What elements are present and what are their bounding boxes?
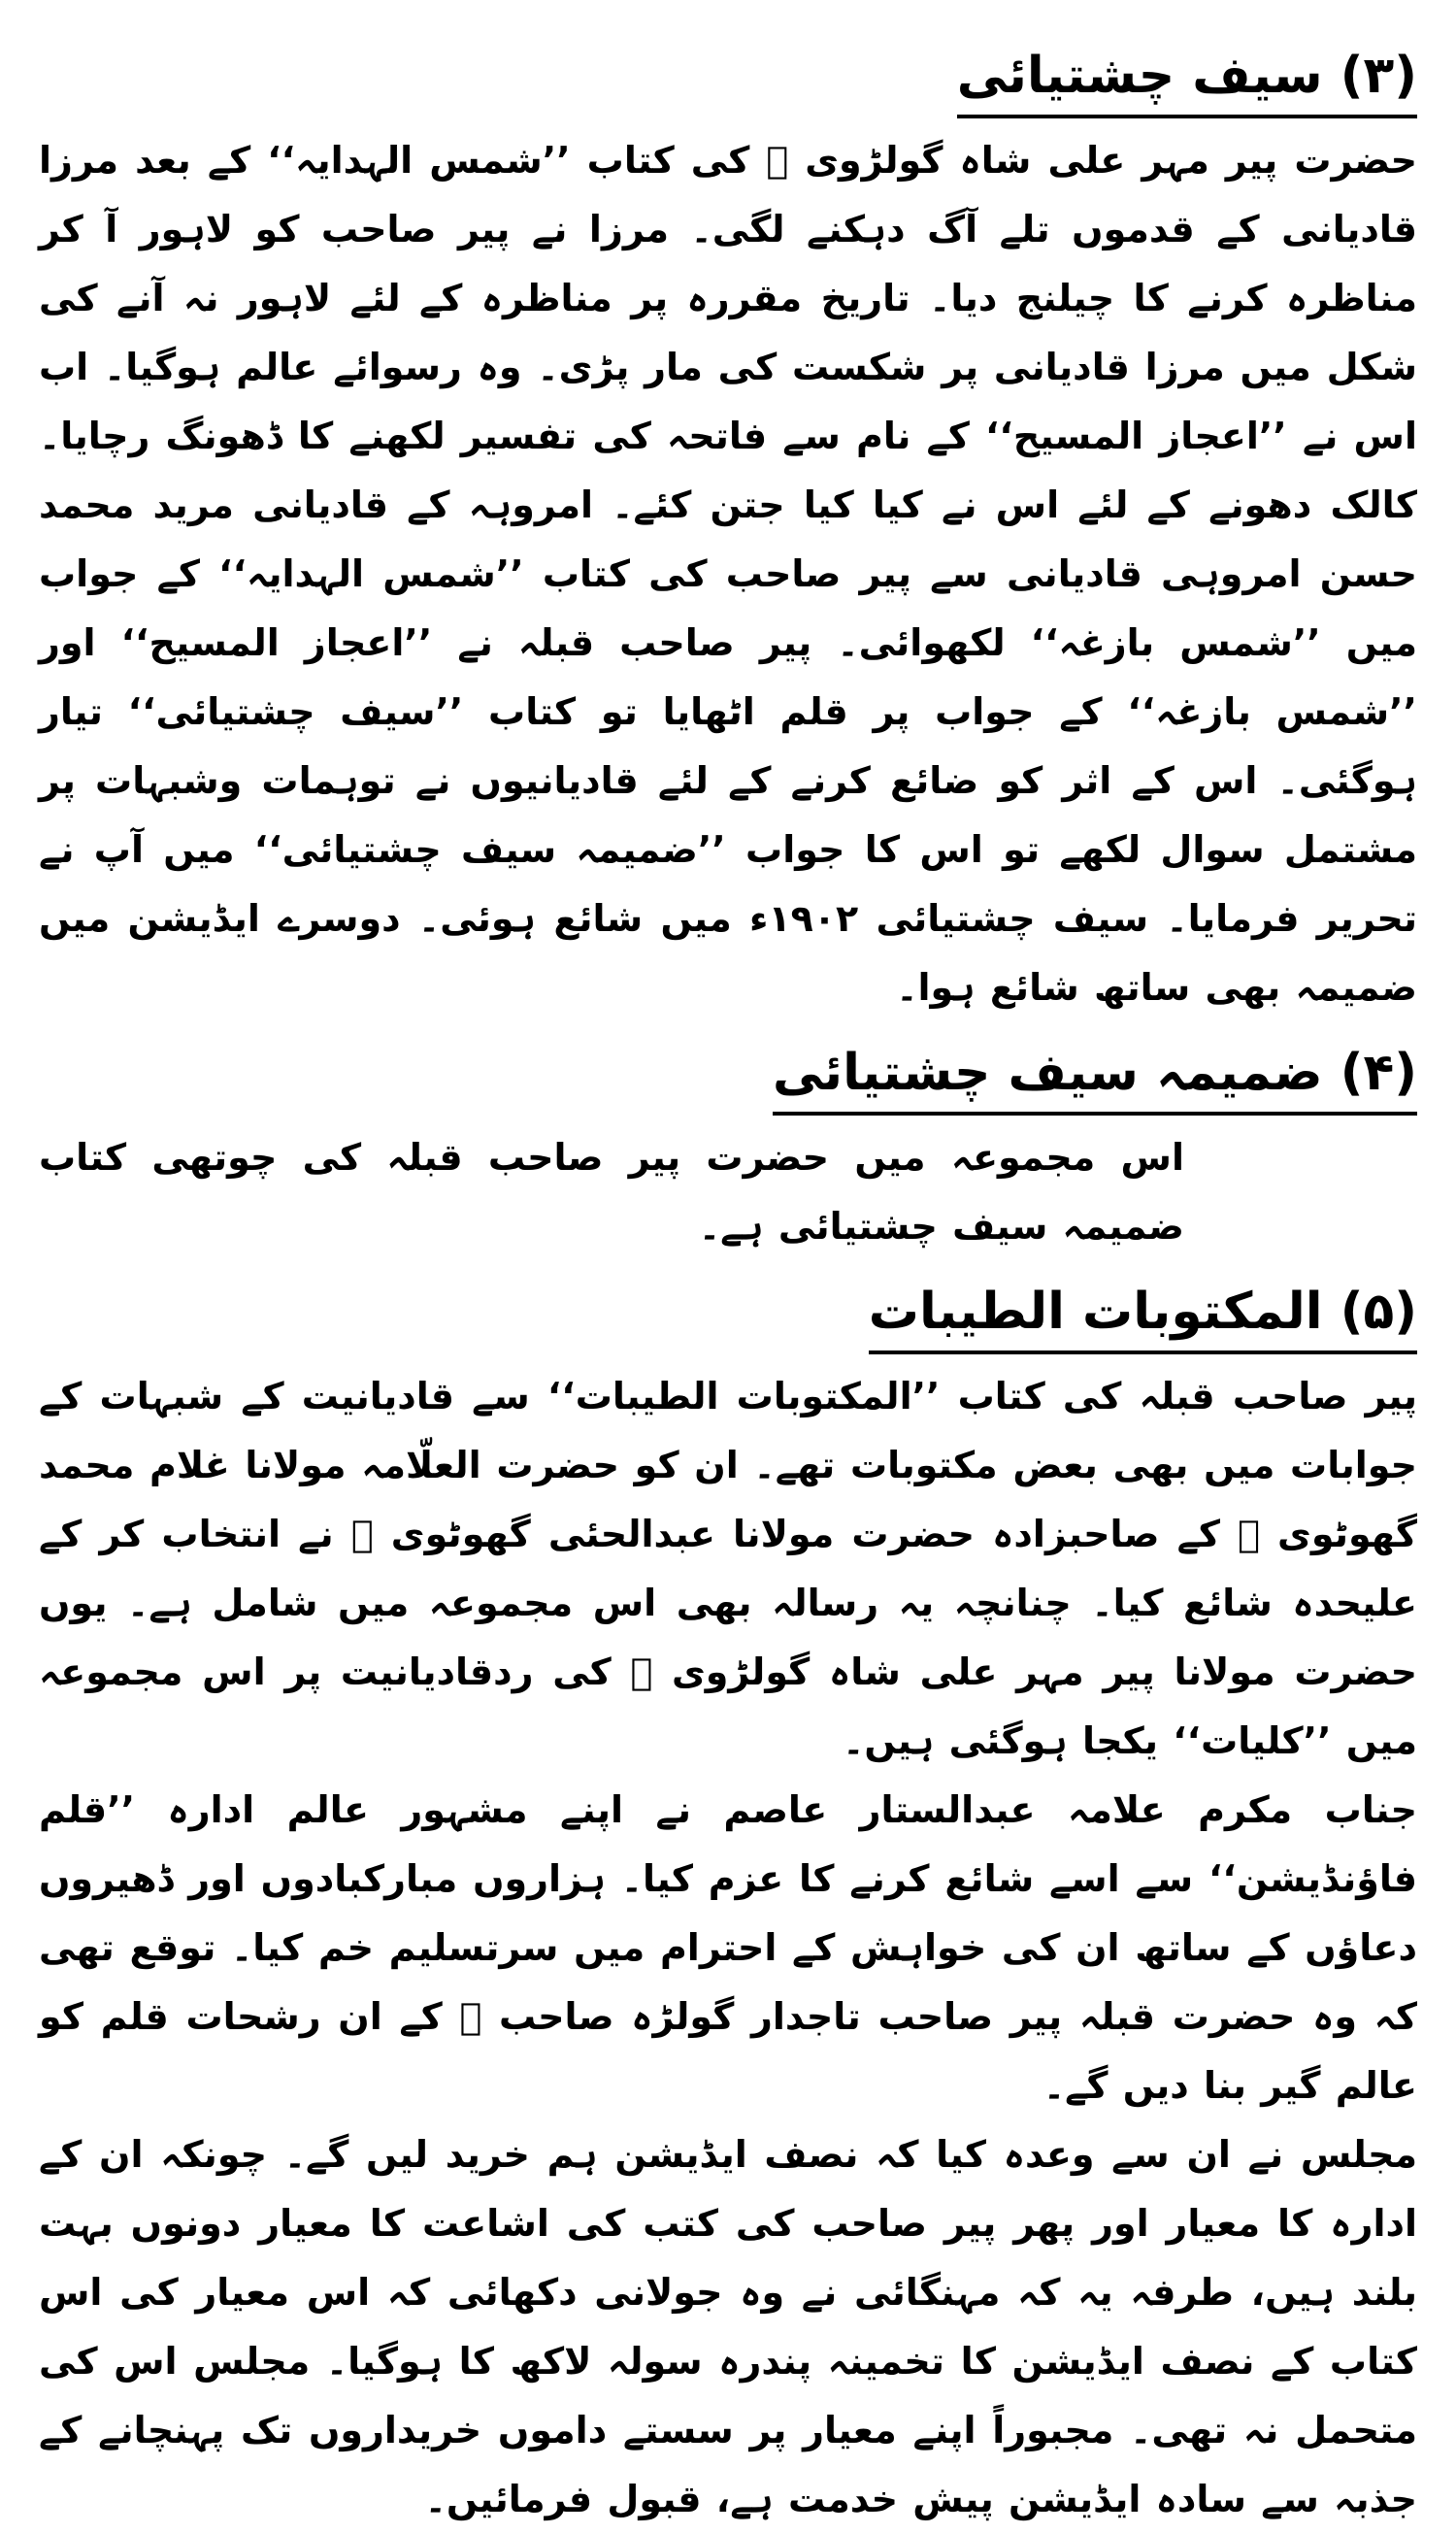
section-paragraph: پیر صاحب قبلہ کی کتاب ’’المکتوبات الطیبات‘‘ سے قادیانیت کے شبہات کے جوابات میں بھی بعض مکتوبات تھے۔ ان کو حضرت العلّامہ مولانا غلام محمد گھوٹوی ﷫ کے صاحبزادہ حضرت مولانا عبدالحئی گھوٹوی ﷫ نے انتخاب کر کے علیحدہ شائع کیا۔ چنانچہ یہ رسالہ بھی اس مجموعہ میں شامل ہے۔ یوں حضرت مولانا پیر مہر علی شاہ گولڑوی ﷫ کی ردقادیانیت پر اس مجموعہ میں ’’کلیات‘‘ یکجا ہوگئی ہیں۔	[39, 1375, 1417, 1762]
section-zameema-saif-chishtiyai	[39, 1036, 1417, 1261]
section-paragraph: جناب مکرم علامہ عبدالستار عاصم نے اپنے مشہور عالم ادارہ ’’قلم فاؤنڈیشن‘‘ سے اسے شائع کرنے کا عزم کیا۔ ہزاروں مبارکبادوں اور ڈھیروں دعاؤں کے ساتھ ان کی خواہش کے احترام میں سرتسلیم خم کیا۔ توقع تھی کہ وہ حضرت قبلہ پیر صاحب تاجدار گولڑہ صاحب ﷫ کے ان رشحات قلم کو عالم گیر بنا دیں گے۔	[39, 1788, 1418, 2107]
section-heading: (۴) ضمیمہ سیف چشتیائی	[773, 1036, 1417, 1116]
section-heading: (۳) سیف چشتیائی	[957, 39, 1417, 118]
section-paragraph: حضرت پیر مہر علی شاہ گولڑوی ﷫ کی کتاب ’’شمس الہدایہ‘‘ کے بعد مرزا قادیانی کے قدموں تلے آگ دہکنے لگی۔ مرزا نے پیر صاحب کو لاہور آ کر مناظرہ کرنے کا چیلنج دیا۔ تاریخ مقررہ پر مناظرہ کے لئے لاہور نہ آنے کی شکل میں مرزا قادیانی پر شکست کی مار پڑی۔ وہ رسوائے عالم ہوگیا۔ اب اس نے ’’اعجاز المسیح‘‘ کے نام سے فاتحہ کی تفسیر لکھنے کا ڈھونگ رچایا۔ کالک دھونے کے لئے اس نے کیا کیا جتن کئے۔ امروہہ کے قادیانی مرید محمد حسن امروہی قادیانی سے پیر صاحب کی کتاب ’’شمس الہدایہ‘‘ کے جواب میں ’’شمس بازغہ‘‘ لکھوائی۔ پیر صاحب قبلہ نے ’’اعجاز المسیح‘‘ اور ’’شمس بازغہ‘‘ کے جواب پر قلم اٹھایا تو کتاب ’’سیف چشتیائی‘‘ تیار ہوگئی۔ اس کے اثر کو ضائع کرنے کے لئے قادیانیوں نے توہمات وشبہات پر مشتمل سوال لکھے تو اس کا جواب ’’ضمیمہ سیف چشتیائی‘‘ میں آپ نے تحریر فرمایا۔ سیف چشتیائی ۱۹۰۲ء میں شائع ہوئی۔ دوسرے ایڈیشن میں ضمیمہ بھی ساتھ شائع ہوا۔	[39, 139, 1418, 1009]
section-paragraph: اس مجموعہ میں حضرت پیر صاحب قبلہ کی چوتھی کتاب ضمیمہ سیف چشتیائی ہے۔	[39, 1136, 1184, 1248]
document-page	[39, 39, 1418, 2520]
section-maktubat-tayyibat	[39, 1275, 1417, 2534]
section-heading: (۵) المکتوبات الطیبات	[869, 1275, 1417, 1354]
section-saif-chishtiyai	[39, 39, 1417, 1022]
section-paragraph: مجلس نے ان سے وعدہ کیا کہ نصف ایڈیشن ہم خرید لیں گے۔ چونکہ ان کے ادارہ کا معیار اور پھر پیر صاحب کی کتب کی اشاعت کا معیار دونوں بہت بلند ہیں، طرفہ یہ کہ مہنگائی نے وہ جولانی دکھائی کہ اس معیار کی اس کتاب کے نصف ایڈیشن کا تخمینہ پندرہ سولہ لاکھ کا ہوگیا۔ مجلس اس کی متحمل نہ تھی۔ مجبوراً اپنے معیار پر سستے داموں خریداروں تک پہنچانے کے جذبہ سے سادہ ایڈیشن پیش خدمت ہے، قبول فرمائیں۔	[39, 2133, 1417, 2520]
